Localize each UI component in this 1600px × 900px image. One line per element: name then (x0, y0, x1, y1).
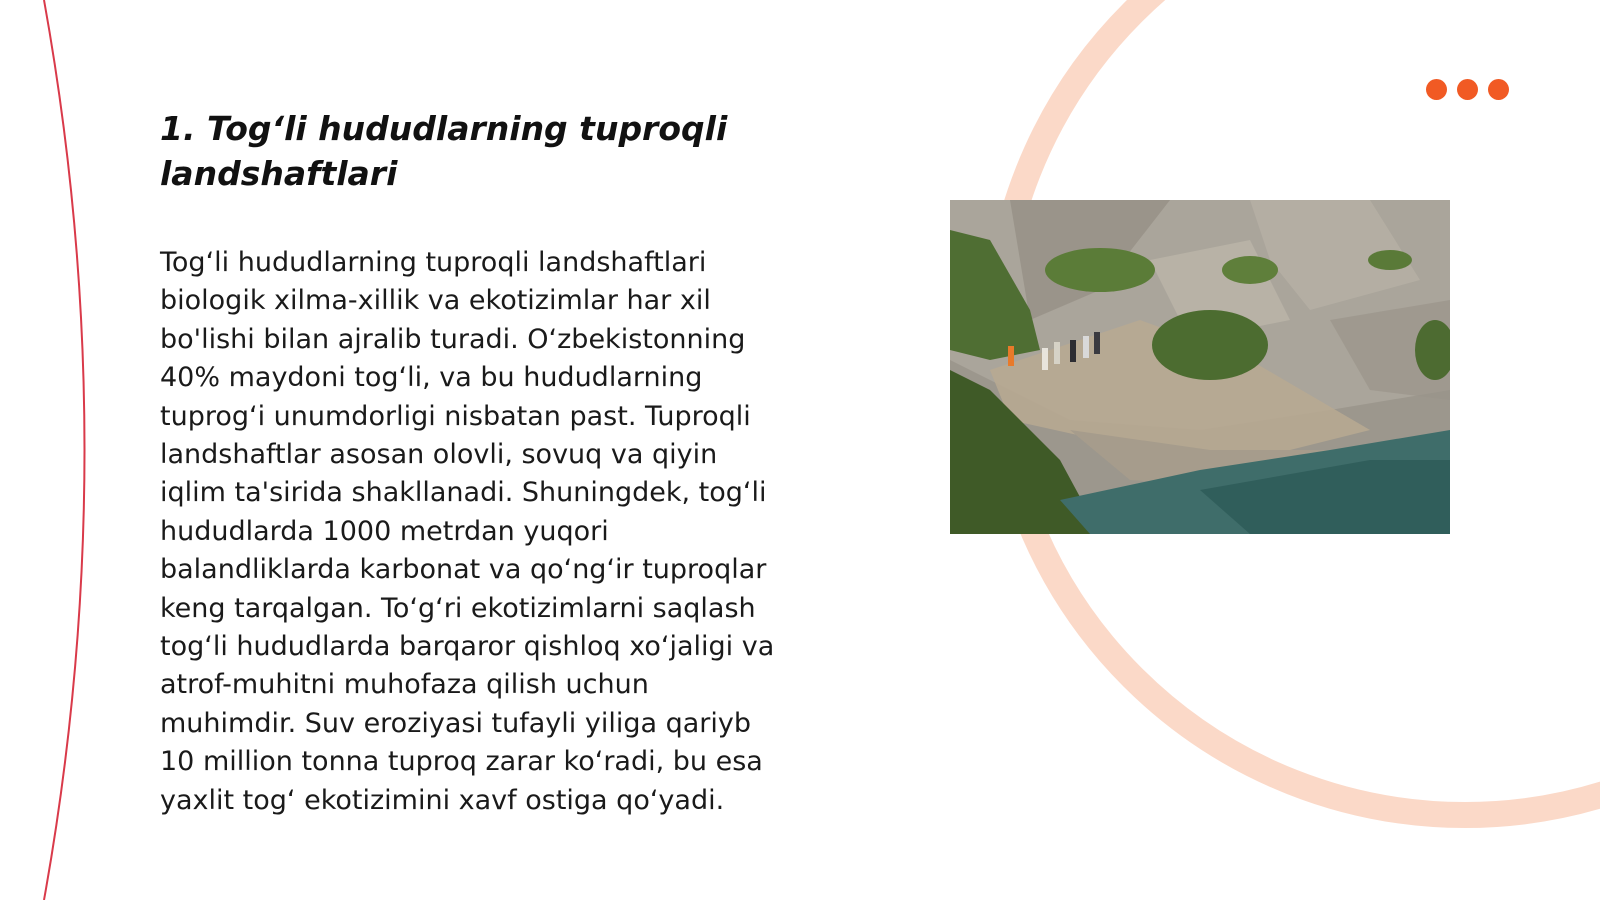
dots-icon (1426, 79, 1510, 101)
body-line: tuprog‘i unumdorligi nisbatan past. Tuproqli (160, 400, 751, 432)
mountain-photo (950, 200, 1450, 534)
body-line: 10 million tonna tuproq zarar ko‘radi, bu esa (160, 746, 763, 778)
slide-title: 1. Tog‘li hududlarning tuproqli landshaftlari (160, 109, 728, 193)
left-accent-line (44, 0, 85, 900)
dot (1457, 79, 1478, 100)
body-line: 40% maydoni tog‘li, va bu hududlarning (160, 362, 703, 394)
body-line: atrof-muhitni muhofaza qilish uchun (160, 669, 649, 701)
body-line: muhimdir. Suv eroziyasi tufayli yiliga qariyb (160, 707, 752, 739)
dot (1426, 79, 1447, 100)
body-line: balandliklarda karbonat va qo‘ng‘ir tuproqlar (160, 554, 767, 586)
body-line: Tog‘li hududlarning tuproqli landshaftlari (160, 247, 707, 278)
body-line: bo'lishi bilan ajralib turadi. O‘zbekistonning (160, 323, 746, 355)
body-line: hududlarda 1000 metrdan yuqori (160, 515, 609, 547)
body-line: yaxlit tog‘ ekotizimini xavf ostiga qo‘yadi. (160, 784, 725, 816)
body-line: keng tarqalgan. To‘g‘ri ekotizimlarni saqlash (160, 592, 756, 624)
dot (1488, 79, 1509, 100)
body-line: tog‘li hududlarda barqaror qishloq xo‘jaligi va (160, 631, 775, 663)
body-line: landshaftlar asosan olovli, sovuq va qiyin (160, 439, 718, 471)
body-paragraph (160, 244, 860, 820)
body-line: biologik xilma-xillik va ekotizimlar har xil (160, 285, 711, 317)
mountain-photo-illustration (950, 200, 1450, 534)
body-line: iqlim ta'sirida shakllanadi. Shuningdek, tog‘li (160, 477, 767, 509)
